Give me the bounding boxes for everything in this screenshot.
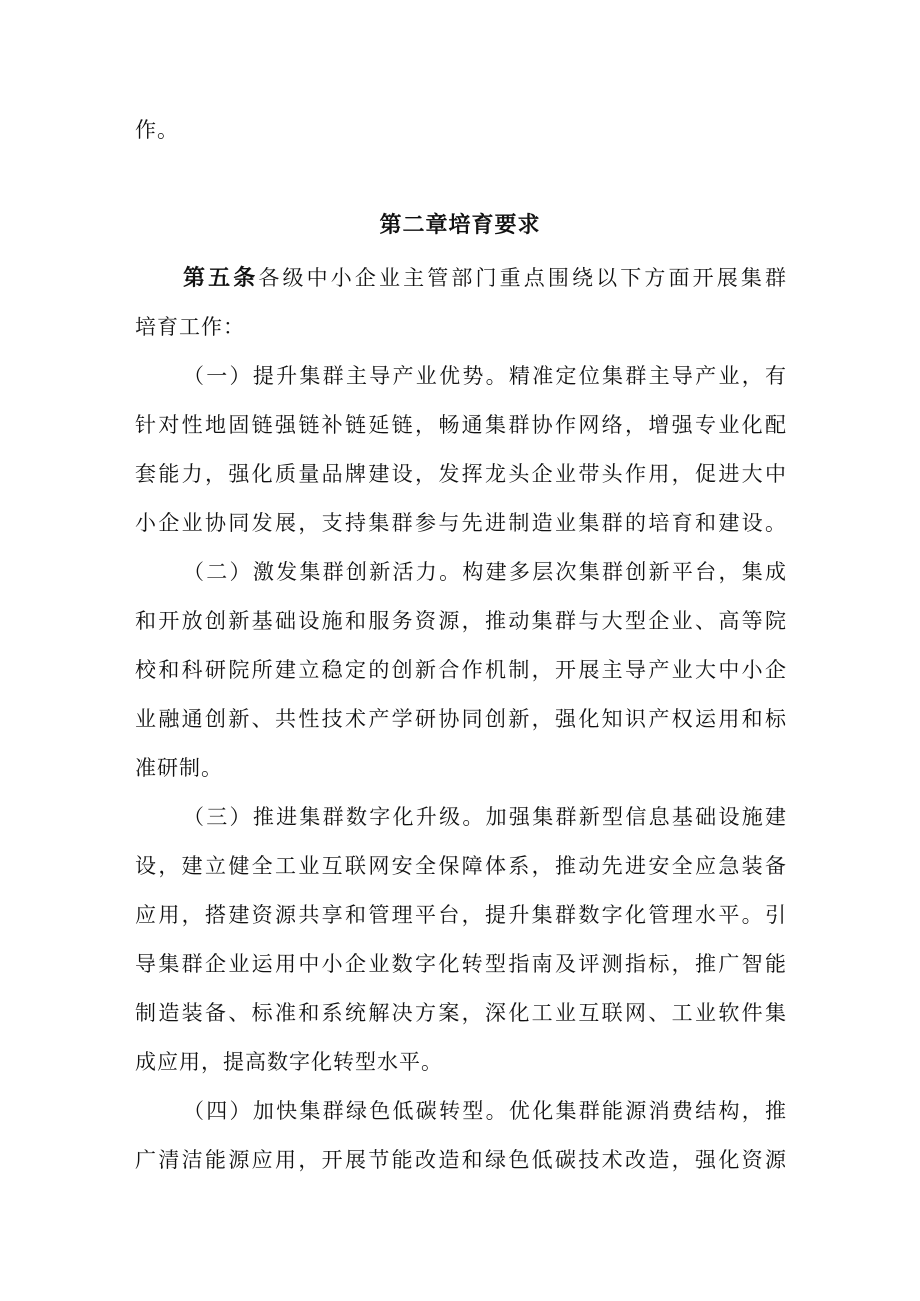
article-5-line-1: [183, 261, 787, 295]
chapter-heading: 第二章培育要求: [379, 213, 541, 238]
paragraph-1-line-3: 套能力，强化质量品牌建设，发挥龙头企业带头作用，促进大中: [135, 462, 787, 486]
article-5-text: 各级中小企业主管部门重点围绕以下方面开展集群: [258, 266, 787, 290]
paragraph-4-line-2: 广清洁能源应用，开展节能改造和绿色低碳技术改造，强化资源: [135, 1148, 787, 1172]
paragraph-2-line-5: 准研制。: [135, 756, 223, 780]
article-5-line-2: 培育工作：: [135, 315, 245, 339]
top-fragment: 作。: [135, 118, 179, 142]
paragraph-3-line-1: （三）推进集群数字化升级。加强集群新型信息基础设施建: [183, 805, 787, 829]
paragraph-4-line-1: （四）加快集群绿色低碳转型。优化集群能源消费结构，推: [183, 1099, 787, 1123]
paragraph-3-line-5: 制造装备、标准和系统解决方案，深化工业互联网、工业软件集: [135, 1001, 787, 1025]
paragraph-3-line-3: 应用，搭建资源共享和管理平台，提升集群数字化管理水平。引: [135, 903, 787, 927]
paragraph-1-line-2: 针对性地固链强链补链延链，畅通集群协作网络，增强专业化配: [135, 413, 787, 437]
paragraph-2-line-3: 校和科研院所建立稳定的创新合作机制，开展主导产业大中小企: [135, 658, 787, 682]
paragraph-3-line-4: 导集群企业运用中小企业数字化转型指南及评测指标，推广智能: [135, 952, 787, 976]
paragraph-1-line-1: （一）提升集群主导产业优势。精准定位集群主导产业，有: [183, 364, 787, 388]
paragraph-2-line-2: 和开放创新基础设施和服务资源，推动集群与大型企业、高等院: [135, 609, 787, 633]
paragraph-1-line-4: 小企业协同发展，支持集群参与先进制造业集群的培育和建设。: [135, 511, 787, 535]
paragraph-3-line-6: 成应用，提高数字化转型水平。: [135, 1050, 443, 1074]
paragraph-3-line-2: 设，建立健全工业互联网安全保障体系，推动先进安全应急装备: [135, 854, 787, 878]
article-5-label: 第五条: [183, 266, 259, 291]
paragraph-2-line-1: （二）激发集群创新活力。构建多层次集群创新平台，集成: [183, 560, 787, 584]
paragraph-2-line-4: 业融通创新、共性技术产学研协同创新，强化知识产权运用和标: [135, 707, 787, 731]
